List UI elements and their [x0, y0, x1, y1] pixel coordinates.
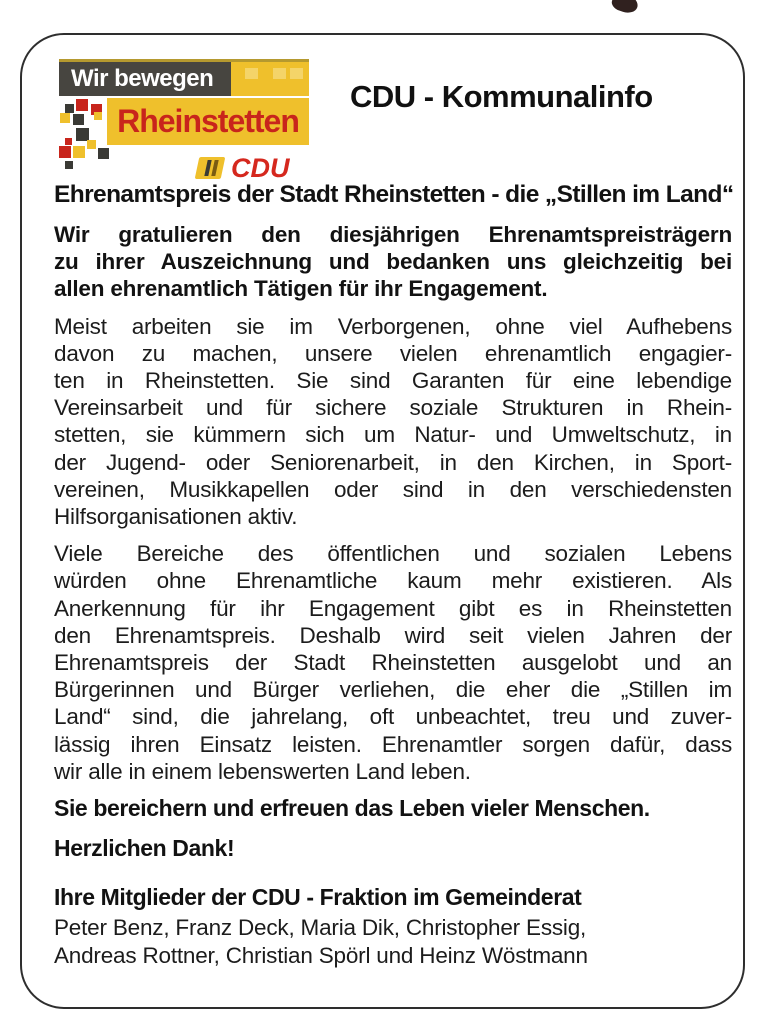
signature-names	[54, 914, 732, 969]
article-headline: Ehrenamtspreis der Stadt Rheinstetten - die „Stillen im Land“	[54, 181, 734, 208]
emphasis-line-1: Sie bereichern und erfreuen das Leben vieler Menschen.	[54, 795, 650, 822]
body-paragraph-2	[54, 540, 732, 785]
logo-city-band	[107, 98, 309, 145]
text-line: ten in Rheinstetten. Sie sind Garanten für eine lebendige	[54, 368, 732, 394]
article-body	[54, 181, 732, 969]
text-line: Viele Bereiche des öffentlichen und sozialen Lebens	[54, 541, 732, 567]
logo-tagline-band	[59, 59, 309, 96]
page-title: CDU - Kommunalinfo	[350, 79, 653, 114]
logo-tagline-text: Wir bewegen	[71, 65, 214, 92]
emphasis-line-2: Herzlichen Dank!	[54, 835, 235, 862]
text-line: lässig ihren Einsatz leisten. Ehrenamtler sorgen dafür, dass	[54, 731, 732, 757]
text-line: Meist arbeiten sie im Verborgenen, ohne viel Aufhebens	[54, 313, 732, 339]
body-paragraph-1	[54, 313, 732, 531]
text-line: davon zu machen, unsere vielen ehrenamtlich engagier-	[54, 340, 732, 366]
cdu-flag-icon	[195, 157, 226, 179]
text-line: stetten, sie kümmern sich um Natur- und Umweltschutz, in	[54, 422, 732, 448]
text-line: Vereinsarbeit und für sichere soziale Strukturen in Rhein-	[54, 395, 732, 421]
logo-city-text: Rheinstetten	[117, 103, 299, 139]
scan-artifact-mark	[610, 0, 640, 16]
cdu-party-name: CDU	[231, 152, 290, 183]
pixel-decoration	[290, 68, 303, 79]
text-line: Wir gratulieren den diesjährigen Ehrenamtspreisträgern	[54, 222, 732, 247]
text-line: Land“ sind, die jahrelang, oft unbeachtet, treu und zuver-	[54, 704, 732, 730]
text-line: Peter Benz, Franz Deck, Maria Dik, Christopher Essig,	[54, 915, 587, 941]
text-line: wir alle in einem lebenswerten Land leben.	[54, 758, 471, 784]
text-line: Hilfsorganisationen aktiv.	[54, 504, 298, 530]
signature-heading: Ihre Mitglieder der CDU - Fraktion im Gemeinderat	[54, 884, 582, 911]
text-line: allen ehrenamtlich Tätigen für ihr Engagement.	[54, 276, 548, 302]
text-line: Anerkennung für ihr Engagement gibt es in Rheinstetten	[54, 595, 732, 621]
cdu-party-signature	[197, 153, 290, 183]
pixel-decoration	[245, 68, 258, 79]
logo-tagline-box	[59, 62, 231, 96]
rheinstetten-cdu-logo	[59, 57, 319, 183]
text-line: den Ehrenamtspreis. Deshalb wird seit vielen Jahren der	[54, 622, 732, 648]
text-line: vereinen, Musikkapellen oder sind in den verschiedensten	[54, 476, 732, 502]
intro-paragraph	[54, 221, 732, 303]
text-line: Bürgerinnen und Bürger verliehen, die eher die „Stillen im	[54, 677, 732, 703]
text-line: zu ihrer Auszeichnung und bedanken uns gleichzeitig bei	[54, 249, 732, 275]
flyer-border-box	[20, 33, 745, 1009]
pixel-decoration	[273, 68, 286, 79]
text-line: der Jugend- oder Seniorenarbeit, in den Kirchen, in Sport-	[54, 449, 732, 475]
text-line: würden ohne Ehrenamtliche kaum mehr existieren. Als	[54, 568, 732, 594]
text-line: Andreas Rottner, Christian Spörl und Heinz Wöstmann	[54, 942, 588, 968]
text-line: Ehrenamtspreis der Stadt Rheinstetten ausgelobt und an	[54, 650, 732, 676]
